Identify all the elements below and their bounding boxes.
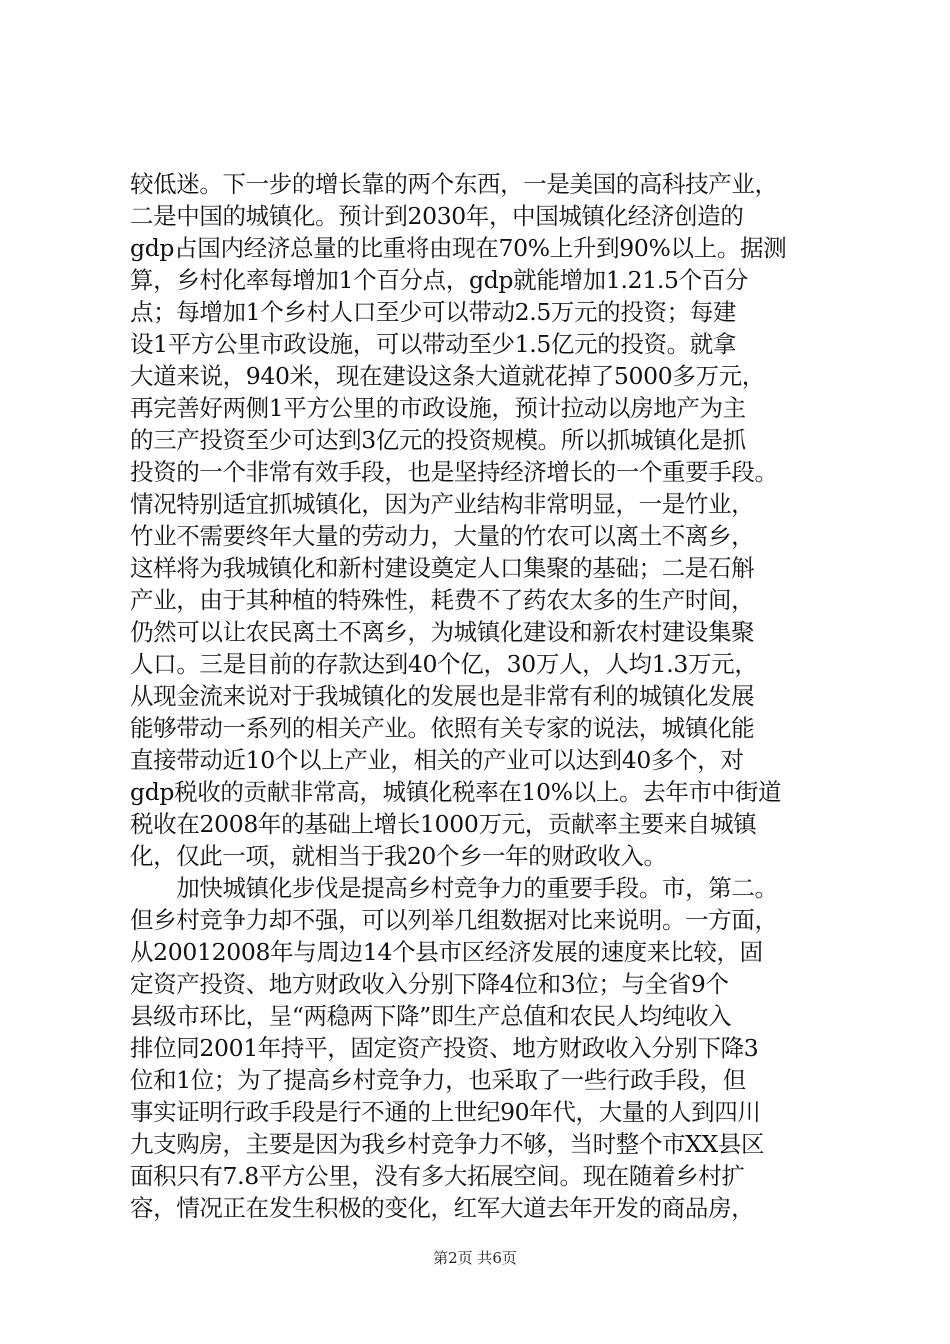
text-line: 容，情况正在发生积极的变化，红军大道去年开发的商品房，	[130, 1194, 755, 1222]
text-line: 投资的一个非常有效手段，也是坚持经济增长的一个重要手段。	[130, 458, 778, 486]
text-line: 仍然可以让农民离土不离乡，为城镇化建设和新农村建设集聚	[130, 618, 755, 646]
text-line: 竹业不需要终年大量的劳动力，大量的竹农可以离土不离乡，	[130, 522, 755, 550]
text-line: gdp税收的贡献非常高，城镇化税率在10%以上。去年市中街道	[130, 778, 782, 806]
text-line: 从20012008年与周边14个县市区经济发展的速度来比较，固	[130, 938, 763, 966]
text-line: 排位同2001年持平，固定资产投资、地方财政收入分别下降3	[130, 1034, 759, 1062]
text-line: 县级市环比，呈“两稳两下降”即生产总值和农民人均纯收入	[130, 1002, 732, 1030]
text-line: 再完善好两侧1平方公里的市政设施，预计拉动以房地产为主	[130, 394, 746, 422]
text-line: 设1平方公里市政设施，可以带动至少1.5亿元的投资。就拿	[130, 330, 736, 358]
text-line: 能够带动一系列的相关产业。依照有关专家的说法，城镇化能	[130, 714, 755, 742]
text-line: 算，乡村化率每增加1个百分点，gdp就能增加1.21.5个百分	[130, 266, 749, 294]
text-line: 的三产投资至少可达到3亿元的投资规模。所以抓城镇化是抓	[130, 426, 746, 454]
text-line: 人口。三是目前的存款达到40个亿，30万人，人均1.3万元，	[130, 650, 758, 678]
text-line: 九支购房，主要是因为我乡村竞争力不够，当时整个市XX县区	[130, 1130, 765, 1158]
text-line: 定资产投资、地方财政收入分别下降4位和3位；与全省9个	[130, 970, 729, 998]
text-line: 情况特别适宜抓城镇化，因为产业结构非常明显，一是竹业，	[130, 490, 755, 518]
text-line: 较低迷。下一步的增长靠的两个东西，一是美国的高科技产业，	[130, 170, 778, 198]
text-line: 这样将为我城镇化和新村建设奠定人口集聚的基础；二是石斛	[130, 554, 755, 582]
text-line: 税收在2008年的基础上增长1000万元，贡献率主要来自城镇	[130, 810, 757, 838]
text-line: 点；每增加1个乡村人口至少可以带动2.5万元的投资；每建	[130, 298, 736, 326]
text-line: 产业，由于其种植的特殊性，耗费不了药农太多的生产时间，	[130, 586, 755, 614]
text-line: 加快城镇化步伐是提高乡村竞争力的重要手段。市，第二。	[130, 874, 778, 902]
text-line: 从现金流来说对于我城镇化的发展也是非常有利的城镇化发展	[130, 682, 755, 710]
text-line: 面积只有7.8平方公里，没有多大拓展空间。现在随着乡村扩	[130, 1162, 745, 1190]
text-line: 大道来说，940米，现在建设这条大道就花掉了5000多万元，	[130, 362, 765, 390]
text-line: 位和1位；为了提高乡村竞争力，也采取了一些行政手段，但	[130, 1066, 746, 1094]
text-line: 化，仅此一项，就相当于我20个乡一年的财政收入。	[130, 842, 667, 870]
text-line: 直接带动近10个以上产业，相关的产业可以达到40多个，对	[130, 746, 744, 774]
text-line: gdp占国内经济总量的比重将由现在70%上升到90%以上。据测	[130, 234, 787, 262]
page-footer: 第2页 共6页	[433, 1249, 517, 1267]
text-line: 但乡村竞争力却不强，可以列举几组数据对比来说明。一方面，	[130, 906, 778, 934]
text-line: 事实证明行政手段是行不通的上世纪90年代，大量的人到四川	[130, 1098, 761, 1126]
body-text	[130, 168, 830, 1224]
text-line: 二是中国的城镇化。预计到2030年，中国城镇化经济创造的	[130, 202, 744, 230]
